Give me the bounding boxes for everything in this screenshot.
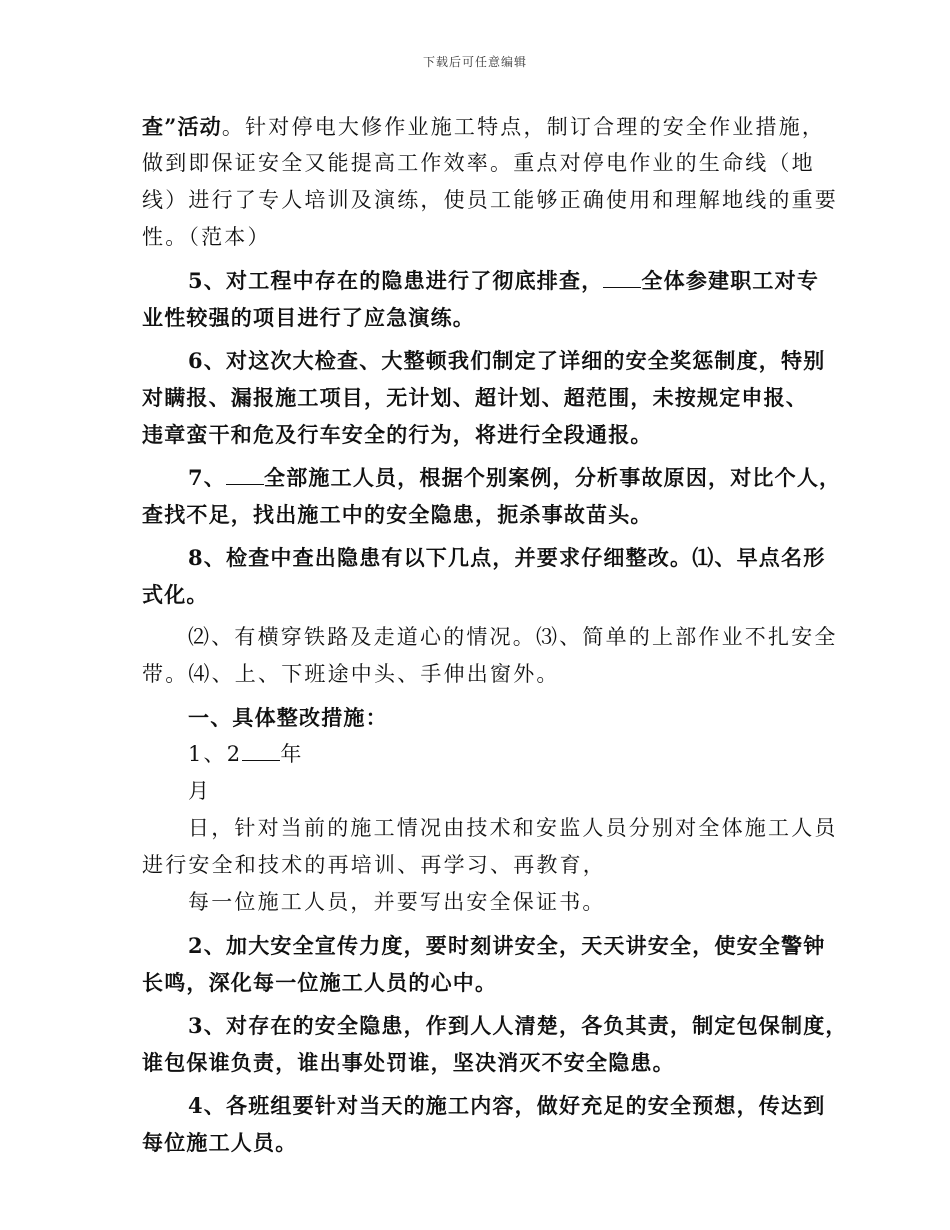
text-fragment: 年	[280, 742, 304, 766]
text-line: 长鸣，深化每一位施工人员的心中。	[142, 970, 498, 995]
fill-blank	[242, 744, 280, 761]
text-line: 业性较强的项目进行了应急演练。	[142, 305, 475, 330]
document-body	[142, 108, 848, 1161]
text-line: 每一位施工人员，并要写出安全保证书。	[188, 890, 606, 914]
item-6-line: 6、对这次大检查、大整顿我们制定了详细的安全奖惩制度，特别	[188, 348, 826, 373]
text-line: 做到即保证安全又能提高工作效率。重点对停电作业的生命线（地	[142, 151, 815, 175]
text-line	[142, 108, 826, 145]
item-8-line: 8、检查中查出隐患有以下几点，并要求仔细整改。⑴、早点名形	[188, 545, 826, 570]
measure-2-line: 2、加大安全宣传力度，要时刻讲安全，天天讲安全，使安全警钟	[188, 933, 826, 958]
text-fragment: 1、2	[188, 742, 243, 766]
date-line	[142, 736, 822, 773]
item-5-line	[142, 262, 822, 299]
text-line: ⑵、有横穿铁路及走道心的情况。⑶、简单的上部作业不扎安全	[188, 625, 838, 649]
text-line: 月	[188, 779, 212, 803]
text-fragment: 7、	[188, 465, 227, 490]
text-line: 式化。	[142, 582, 209, 607]
text-line: 每位施工人员。	[142, 1130, 298, 1155]
text-fragment: 。针对停电大修作业施工特点，制订合理的安全作业措施，	[221, 115, 826, 139]
text-fragment: 5、对工程中存在的隐患进行了彻底排查，	[188, 268, 604, 293]
text-line: 对瞒报、漏报施工项目，无计划、超计划、超范围，未按规定申报、	[142, 385, 808, 410]
text-line: 带。⑷、上、下班途中头、手伸出窗外。	[142, 662, 560, 686]
text-line: 性。（范本）	[142, 225, 271, 249]
bold-fragment: 查”活动	[142, 114, 222, 139]
item-7-line	[142, 459, 842, 496]
text-line: 查找不足，找出施工中的安全隐患，扼杀事故苗头。	[142, 502, 653, 527]
text-fragment: 全部施工人员，根据个别案例，分析事故原因，对比个人，	[264, 465, 842, 490]
text-line: 谁包保谁负责，谁出事处罚谁，坚决消灭不安全隐患。	[142, 1050, 675, 1075]
text-line: 线）进行了专人培训及演练，使员工能够正确使用和理解地线的重要	[142, 188, 838, 212]
page-header: 下载后可任意编辑	[422, 55, 527, 69]
fill-blank	[603, 271, 641, 288]
text-line: 日，针对当前的施工情况由技术和安监人员分别对全体施工人员	[188, 816, 838, 840]
fill-blank	[226, 468, 264, 485]
section-heading: 一、具体整改措施：	[188, 705, 388, 730]
text-line: 违章蛮干和危及行车安全的行为，将进行全段通报。	[142, 422, 653, 447]
text-fragment: 全体参建职工对专	[641, 268, 820, 293]
measure-3-line: 3、对存在的安全隐患，作到人人清楚，各负其责，制定包保制度，	[188, 1013, 848, 1038]
text-line: 进行安全和技术的再培训、再学习、再教育，	[142, 853, 606, 877]
measure-4-line: 4、各班组要针对当天的施工内容，做好充足的安全预想，传达到	[188, 1093, 826, 1118]
